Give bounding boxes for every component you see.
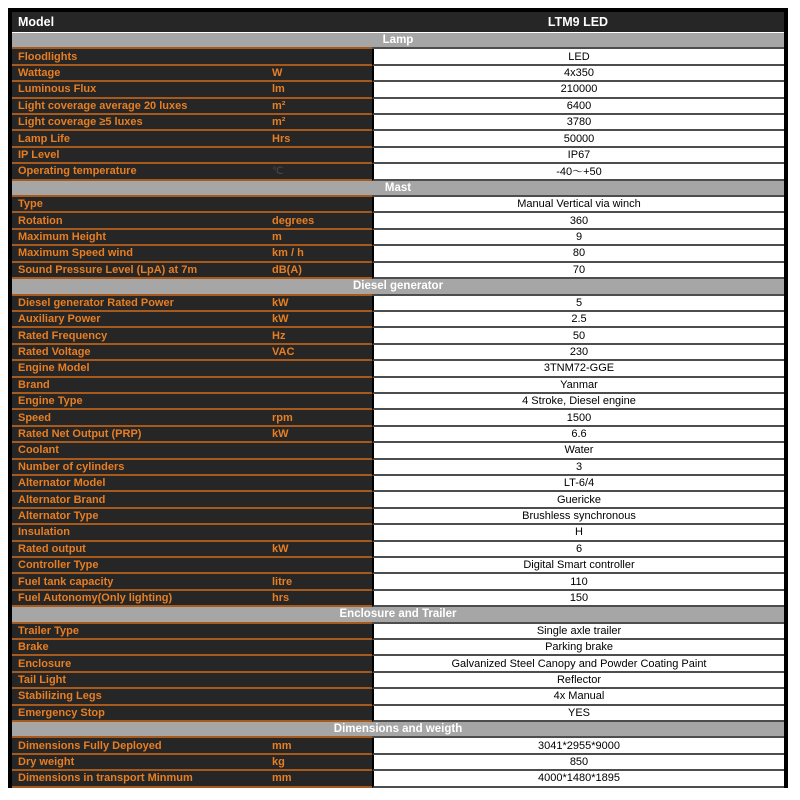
table-row — [12, 525, 784, 541]
spec-unit: VAC — [272, 345, 295, 358]
spec-label-unit-cell — [12, 771, 372, 787]
spec-unit: ℃ — [272, 165, 284, 177]
table-row — [12, 213, 784, 229]
spec-label: Maximum Height — [18, 231, 107, 244]
spec-label: Auxiliary Power — [18, 313, 101, 326]
table-row — [12, 263, 784, 279]
spec-label: Diesel generator Rated Power — [18, 296, 174, 309]
spec-label-unit-cell — [12, 525, 372, 541]
spec-value: Yanmar — [372, 378, 784, 394]
spec-value: Guericke — [372, 492, 784, 508]
spec-label: Speed — [18, 411, 52, 424]
spec-value: 4x Manual — [372, 689, 784, 705]
spec-label-unit-cell — [12, 394, 372, 410]
spec-label-unit-cell — [12, 738, 372, 754]
spec-label: Controller Type — [18, 559, 99, 572]
spec-label-unit-cell — [12, 49, 372, 65]
spec-label: Lamp Life — [18, 132, 70, 145]
spec-label-unit-cell — [12, 558, 372, 574]
spec-value: H — [372, 525, 784, 541]
spec-label: Enclosure — [18, 657, 72, 670]
spec-unit: Hz — [272, 329, 286, 342]
spec-label: Brake — [18, 641, 49, 654]
spec-label: Wattage — [18, 67, 61, 80]
spec-value: Water — [372, 443, 784, 459]
spec-unit: mm — [272, 772, 292, 785]
spec-label: Engine Type — [18, 395, 83, 408]
spec-label-unit-cell — [12, 624, 372, 640]
spec-unit: kW — [272, 427, 289, 440]
spec-label: Number of cylinders — [18, 460, 125, 473]
spec-label: Rotation — [18, 214, 63, 227]
spec-unit: kg — [272, 756, 285, 769]
spec-label: Light coverage ≥5 luxes — [18, 116, 143, 129]
spec-label-unit-cell — [12, 542, 372, 558]
spec-label-unit-cell — [12, 673, 372, 689]
table-row — [12, 542, 784, 558]
spec-label-unit-cell — [12, 755, 372, 771]
spec-value: -40～+50 — [372, 164, 784, 180]
spec-label: Luminous Flux — [18, 83, 97, 96]
spec-unit: W — [272, 67, 283, 80]
spec-label-unit-cell — [12, 99, 372, 115]
spec-value: 70 — [372, 263, 784, 279]
spec-value: 1500 — [372, 410, 784, 426]
table-row — [12, 673, 784, 689]
spec-unit: degrees — [272, 214, 315, 227]
spec-value: Reflector — [372, 673, 784, 689]
table-row — [12, 640, 784, 656]
spec-label: Fuel tank capacity — [18, 575, 114, 588]
spec-unit: dB(A) — [272, 263, 302, 276]
spec-value: Galvanized Steel Canopy and Powder Coating Paint — [372, 656, 784, 672]
spec-label-unit-cell — [12, 345, 372, 361]
table-row — [12, 197, 784, 213]
table-row — [12, 624, 784, 640]
spec-label: Emergency Stop — [18, 706, 105, 719]
spec-label: Engine Model — [18, 362, 90, 375]
spec-label: Brand — [18, 378, 50, 391]
spec-label-unit-cell — [12, 492, 372, 508]
table-row — [12, 49, 784, 65]
model-label: Model — [18, 15, 55, 29]
spec-label-unit-cell — [12, 164, 372, 180]
table-row — [12, 755, 784, 771]
spec-label-unit-cell — [12, 476, 372, 492]
table-row — [12, 246, 784, 262]
table-row — [12, 328, 784, 344]
spec-value: YES — [372, 706, 784, 722]
spec-label: Rated Frequency — [18, 329, 108, 342]
spec-label-unit-cell — [12, 213, 372, 229]
spec-value: Parking brake — [372, 640, 784, 656]
spec-label-unit-cell — [12, 230, 372, 246]
spec-label-unit-cell — [12, 656, 372, 672]
spec-unit: km / h — [272, 247, 304, 260]
section-title: Lamp — [382, 34, 414, 47]
spec-value: 850 — [372, 755, 784, 771]
spec-label-unit-cell — [12, 312, 372, 328]
spec-label: Alternator Model — [18, 477, 106, 490]
spec-unit: hrs — [272, 592, 290, 605]
spec-label: Sound Pressure Level (LpA) at 7m — [18, 263, 198, 276]
section-title: Mast — [384, 181, 412, 194]
spec-label-unit-cell — [12, 460, 372, 476]
spec-label-unit-cell — [12, 328, 372, 344]
spec-label: Dry weight — [18, 756, 75, 769]
spec-value: 4 Stroke, Diesel engine — [372, 394, 784, 410]
table-row — [12, 476, 784, 492]
table-row — [12, 574, 784, 590]
table-row — [12, 82, 784, 98]
section-title: Enclosure and Trailer — [339, 608, 457, 621]
spec-label-unit-cell — [12, 574, 372, 590]
spec-value: 360 — [372, 213, 784, 229]
table-row — [12, 706, 784, 722]
spec-label: Type — [18, 198, 43, 211]
spec-label: Stabilizing Legs — [18, 690, 102, 703]
spec-value: LT-6/4 — [372, 476, 784, 492]
spec-label: Light coverage average 20 luxes — [18, 99, 188, 112]
table-row — [12, 410, 784, 426]
spec-label: Maximum Speed wind — [18, 247, 133, 260]
table-row — [12, 738, 784, 754]
model-value: LTM9 LED — [547, 15, 609, 29]
table-row — [12, 443, 784, 459]
table-row — [12, 131, 784, 147]
spec-label-unit-cell — [12, 640, 372, 656]
spec-label-unit-cell — [12, 706, 372, 722]
spec-label: Trailer Type — [18, 624, 79, 637]
spec-value: LED — [372, 49, 784, 65]
spec-value: 9 — [372, 230, 784, 246]
table-row — [12, 558, 784, 574]
spec-label-unit-cell — [12, 427, 372, 443]
spec-label: Tail Light — [18, 674, 67, 687]
table-row — [12, 689, 784, 705]
spec-value: 110 — [372, 574, 784, 590]
spec-label-unit-cell — [12, 443, 372, 459]
spec-label-unit-cell — [12, 82, 372, 98]
table-row — [12, 296, 784, 312]
spec-value: 2.5 — [372, 312, 784, 328]
table-row — [12, 656, 784, 672]
spec-value: 50000 — [372, 131, 784, 147]
spec-label-unit-cell — [12, 66, 372, 82]
table-row — [12, 427, 784, 443]
spec-value: Manual Vertical via winch — [372, 197, 784, 213]
spec-label: Operating temperature — [18, 165, 137, 178]
table-row — [12, 361, 784, 377]
spec-value: Single axle trailer — [372, 624, 784, 640]
spec-value: 4000*1480*1895 — [372, 771, 784, 787]
spec-unit: kW — [272, 542, 289, 555]
section-header-lamp — [12, 33, 784, 49]
spec-value: 3TNM72-GGE — [372, 361, 784, 377]
spec-label-unit-cell — [12, 246, 372, 262]
spec-value: 6400 — [372, 99, 784, 115]
section-title: Dimensions and weigth — [333, 723, 463, 736]
spec-value: 4x350 — [372, 66, 784, 82]
spec-label: IP Level — [18, 149, 60, 162]
spec-label: Dimensions Fully Deployed — [18, 739, 162, 752]
spec-value: 5 — [372, 296, 784, 312]
spec-unit: kW — [272, 296, 289, 309]
spec-label-unit-cell — [12, 296, 372, 312]
spec-value: 150 — [372, 591, 784, 607]
table-row — [12, 115, 784, 131]
spec-value: 50 — [372, 328, 784, 344]
spec-value: 6 — [372, 542, 784, 558]
spec-table — [8, 8, 788, 788]
table-row — [12, 164, 784, 180]
spec-value: 3 — [372, 460, 784, 476]
spec-label: Insulation — [18, 526, 70, 539]
spec-unit: m — [272, 231, 282, 244]
table-row — [12, 394, 784, 410]
spec-label-unit-cell — [12, 131, 372, 147]
spec-label-unit-cell — [12, 591, 372, 607]
spec-label: Rated output — [18, 542, 86, 555]
model-header-row — [12, 12, 784, 33]
spec-value: 6.6 — [372, 427, 784, 443]
spec-unit: rpm — [272, 411, 293, 424]
spec-label: Floodlights — [18, 50, 78, 63]
table-row — [12, 492, 784, 508]
spec-value: 210000 — [372, 82, 784, 98]
table-row — [12, 378, 784, 394]
spec-value: 80 — [372, 246, 784, 262]
spec-unit: m² — [272, 99, 286, 112]
spec-value: 230 — [372, 345, 784, 361]
spec-value: Brushless synchronous — [372, 509, 784, 525]
spec-label-unit-cell — [12, 361, 372, 377]
spec-label-unit-cell — [12, 148, 372, 164]
spec-label: Rated Voltage — [18, 345, 91, 358]
spec-value: 3780 — [372, 115, 784, 131]
section-header-diesel-generator — [12, 279, 784, 295]
table-row — [12, 460, 784, 476]
section-title: Diesel generator — [352, 280, 444, 293]
spec-value: IP67 — [372, 148, 784, 164]
spec-label-unit-cell — [12, 509, 372, 525]
section-header-mast — [12, 181, 784, 197]
spec-label-unit-cell — [12, 410, 372, 426]
table-row — [12, 771, 784, 787]
spec-label: Fuel Autonomy(Only lighting) — [18, 592, 173, 605]
table-row — [12, 66, 784, 82]
spec-label-unit-cell — [12, 689, 372, 705]
spec-label: Dimensions in transport Minmum — [18, 772, 193, 785]
table-row — [12, 509, 784, 525]
spec-unit: lm — [272, 83, 285, 96]
spec-label: Alternator Brand — [18, 493, 106, 506]
table-row — [12, 312, 784, 328]
section-header-enclosure-and-trailer — [12, 607, 784, 623]
spec-unit: m² — [272, 116, 286, 129]
spec-unit: litre — [272, 575, 293, 588]
spec-label-unit-cell — [12, 115, 372, 131]
spec-value: 3041*2955*9000 — [372, 738, 784, 754]
section-header-dimensions-and-weigth — [12, 722, 784, 738]
table-row — [12, 99, 784, 115]
spec-label-unit-cell — [12, 197, 372, 213]
spec-unit: Hrs — [272, 132, 291, 145]
table-row — [12, 148, 784, 164]
table-row — [12, 345, 784, 361]
spec-unit: kW — [272, 313, 289, 326]
table-row — [12, 591, 784, 607]
spec-label-unit-cell — [12, 378, 372, 394]
spec-label: Coolant — [18, 444, 59, 457]
spec-table-body — [12, 33, 784, 788]
spec-value: Digital Smart controller — [372, 558, 784, 574]
spec-label: Alternator Type — [18, 509, 99, 522]
spec-label: Rated Net Output (PRP) — [18, 427, 142, 440]
spec-unit: mm — [272, 739, 292, 752]
spec-label-unit-cell — [12, 263, 372, 279]
table-row — [12, 230, 784, 246]
